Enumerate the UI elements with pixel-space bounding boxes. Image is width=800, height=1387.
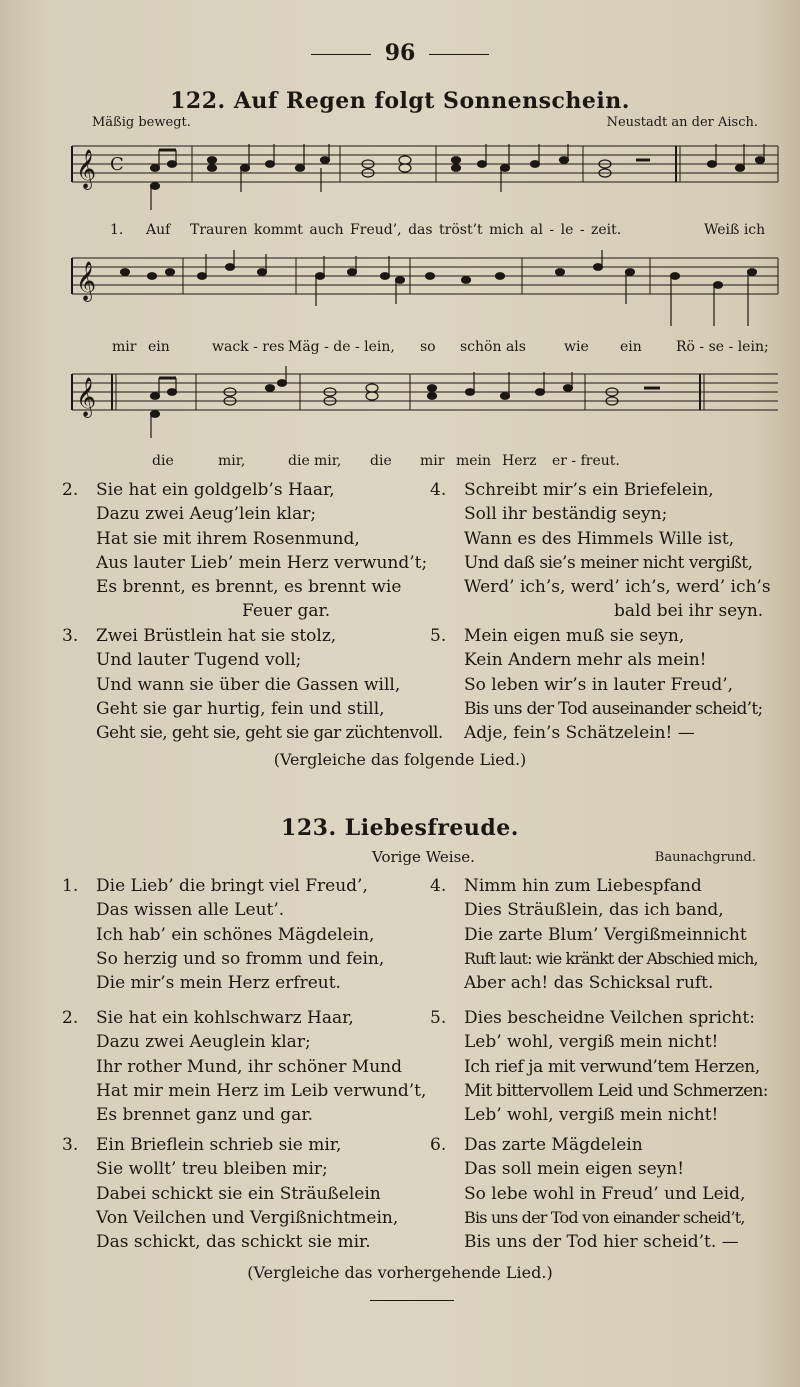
- verse-line: So leben wir’s in lauter Freud’,: [464, 674, 734, 695]
- verse-line: Und lauter Tugend voll;: [96, 650, 302, 671]
- verse-line: Und daß sie’s meiner nicht vergißt,: [464, 552, 753, 573]
- verse-122-4: [430, 478, 771, 624]
- verse-123-2: [62, 1006, 426, 1127]
- verse-line: Das soll mein eigen seyn!: [464, 1159, 685, 1180]
- verse-line: Ein Brieflein schrieb sie mir,: [96, 1135, 342, 1155]
- verse-122-3: [62, 624, 443, 745]
- verse-number: 4.: [430, 480, 447, 500]
- verse-line: Ihr rother Mund, ihr schöner Mund: [96, 1056, 402, 1077]
- music-staff-3: [0, 358, 800, 448]
- verse-123-4: [430, 874, 758, 995]
- lyric-line-1-num: 1.: [110, 222, 124, 238]
- verse-line: Dies Sträußlein, das ich band,: [464, 900, 724, 921]
- verse-line: Ich hab’ ein schönes Mägdelein,: [96, 924, 375, 945]
- lyric-line-3-f: mir: [420, 453, 445, 469]
- verse-line: Dies bescheidne Veilchen spricht:: [464, 1008, 755, 1028]
- verse-122-2: [62, 478, 427, 624]
- song-title: 122. Auf Regen folgt Sonnenschein.: [170, 88, 630, 114]
- verse-line: Adje, fein’s Schätzelein! —: [464, 723, 695, 744]
- song-title: 123. Liebesfreude.: [281, 815, 519, 841]
- lyric-line-3-g: mein: [456, 453, 492, 469]
- verse-line: Hat sie mit ihrem Rosenmund,: [96, 528, 360, 549]
- verse-line: Und wann sie über die Gassen will,: [96, 674, 401, 695]
- verse-line: Sie hat ein goldgelb’s Haar,: [96, 480, 335, 500]
- header-rule-left: [311, 54, 371, 55]
- verse-number: 3.: [62, 626, 79, 646]
- lyric-line-1-b: Trauren kommt auch Freud’, das tröst’t mich al - le - zeit.: [190, 222, 622, 238]
- lyric-line-2-i: Rö - se - lein;: [676, 339, 769, 355]
- svg-text:𝄞: 𝄞: [76, 261, 97, 301]
- verse-line: Bis uns der Tod hier scheid’t. —: [464, 1232, 739, 1253]
- verse-line: Feuer gar.: [242, 601, 331, 622]
- lyric-line-3-b: mir,: [218, 453, 246, 469]
- verse-line: bald bei ihr seyn.: [614, 601, 764, 622]
- page-number: 96: [384, 40, 416, 66]
- header-rule-right: [429, 54, 489, 55]
- tempo-marking: Mäßig bewegt.: [92, 115, 191, 130]
- song-origin: Neustadt an der Aisch.: [606, 115, 758, 130]
- verse-line: Werd’ ich’s, werd’ ich’s, werd’ ich’s: [464, 577, 771, 598]
- verse-122-5: [430, 624, 763, 745]
- svg-text:𝄞: 𝄞: [76, 149, 97, 189]
- verse-line: Soll ihr beständig seyn;: [464, 504, 668, 525]
- verse-123-6: [430, 1133, 745, 1254]
- verse-line: Dazu zwei Aeuglein klar;: [96, 1032, 311, 1053]
- verse-line: Die Lieb’ die bringt viel Freud’,: [96, 876, 368, 896]
- lyric-line-3-d: mir,: [314, 453, 342, 469]
- verse-number: 4.: [430, 876, 447, 896]
- verse-line: Hat mir mein Herz im Leib verwund’t,: [96, 1080, 427, 1101]
- verse-number: 6.: [430, 1135, 447, 1155]
- verse-line: Ruft laut: wie kränkt der Abschied mich,: [464, 948, 758, 968]
- song-122-note: (Vergleiche das folgende Lied.): [273, 750, 527, 769]
- music-staff-2: [0, 242, 800, 342]
- verse-line: Dabei schickt sie ein Sträußelein: [96, 1183, 381, 1204]
- verse-123-5: [430, 1006, 768, 1127]
- song-123-note: (Vergleiche das vorhergehende Lied.): [247, 1263, 553, 1282]
- svg-text:C: C: [110, 154, 124, 175]
- verse-line: Dazu zwei Aeug’lein klar;: [96, 504, 317, 525]
- verse-line: Von Veilchen und Vergißnichtmein,: [96, 1207, 399, 1228]
- lyric-line-2-h: ein: [620, 339, 642, 355]
- verse-number: 5.: [430, 1008, 447, 1028]
- svg-text:𝄞: 𝄞: [76, 377, 97, 417]
- verse-line: Ich rief ja mit verwund’tem Herzen,: [464, 1056, 760, 1077]
- verse-123-1: [62, 874, 384, 995]
- lyric-line-1-a: Auf: [146, 222, 171, 238]
- lyric-line-2-g: wie: [564, 339, 589, 355]
- verse-number: 3.: [62, 1135, 79, 1155]
- verse-number: 2.: [62, 1008, 79, 1028]
- verse-line: Mit bittervollem Leid und Schmerzen:: [464, 1080, 768, 1101]
- verse-line: Geht sie, geht sie, geht sie gar züchtenvoll.: [96, 723, 443, 744]
- page-number-header: [0, 40, 800, 66]
- verse-line: So lebe wohl in Freud’ und Leid,: [464, 1183, 746, 1204]
- verse-line: Das wissen alle Leut’.: [96, 900, 285, 921]
- verse-line: Zwei Brüstlein hat sie stolz,: [96, 626, 337, 646]
- verse-line: Sie wollt’ treu bleiben mir;: [96, 1159, 328, 1180]
- verse-line: Die mir’s mein Herz erfreut.: [96, 973, 341, 994]
- verse-line: Kein Andern mehr als mein!: [464, 650, 707, 671]
- lyric-line-3-h: Herz: [502, 453, 537, 469]
- verse-line: Aus lauter Lieb’ mein Herz verwund’t;: [96, 552, 428, 573]
- verse-number: 5.: [430, 626, 447, 646]
- verse-line: Bis uns der Tod auseinander scheid’t;: [464, 698, 763, 719]
- lyric-line-3-e: die: [370, 453, 392, 469]
- verse-line: Es brennet ganz und gar.: [96, 1105, 313, 1126]
- verse-line: Nimm hin zum Liebespfand: [464, 876, 702, 896]
- lyric-line-2-c: wack - res: [212, 339, 285, 355]
- verse-line: Sie hat ein kohlschwarz Haar,: [96, 1008, 354, 1028]
- lyric-line-1-c: Weiß ich: [704, 222, 766, 238]
- verse-number: 1.: [62, 876, 79, 896]
- verse-line: Aber ach! das Schicksal ruft.: [464, 973, 714, 994]
- verse-line: Wann es des Himmels Wille ist,: [464, 528, 735, 549]
- verse-line: Bis uns der Tod von einander scheid’t,: [464, 1207, 745, 1227]
- verse-line: Geht sie gar hurtig, fein und still,: [96, 698, 385, 719]
- lyric-line-3-i: er - freut.: [552, 453, 620, 469]
- lyric-line-3-a: die: [152, 453, 174, 469]
- lyric-line-2-b: ein: [148, 339, 170, 355]
- song-origin: Baunachgrund.: [654, 850, 756, 865]
- verse-line: Leb’ wohl, vergiß mein nicht!: [464, 1105, 719, 1126]
- lyric-line-2-e: so: [420, 339, 436, 355]
- melody-reference: Vorige Weise.: [372, 848, 475, 866]
- bottom-rule: [370, 1300, 454, 1301]
- verse-line: Die zarte Blum’ Vergißmeinnicht: [464, 924, 747, 945]
- lyric-line-2-d: Mäg - de - lein,: [288, 339, 395, 355]
- verse-line: Das schickt, das schickt sie mir.: [96, 1232, 371, 1253]
- verse-line: Leb’ wohl, vergiß mein nicht!: [464, 1032, 719, 1053]
- lyric-line-3-c: die: [288, 453, 310, 469]
- verse-number: 2.: [62, 480, 79, 500]
- verse-line: Es brennt, es brennt, es brennt wie: [96, 577, 402, 598]
- verse-line: Schreibt mir’s ein Briefelein,: [464, 480, 714, 500]
- lyric-line-2-a: mir: [112, 339, 137, 355]
- verse-line: Mein eigen muß sie seyn,: [464, 626, 685, 646]
- verse-line: So herzig und so fromm und fein,: [96, 948, 385, 969]
- verse-line: Das zarte Mägdelein: [464, 1135, 643, 1155]
- verse-123-3: [62, 1133, 398, 1254]
- lyric-line-2-f: schön als: [460, 339, 526, 355]
